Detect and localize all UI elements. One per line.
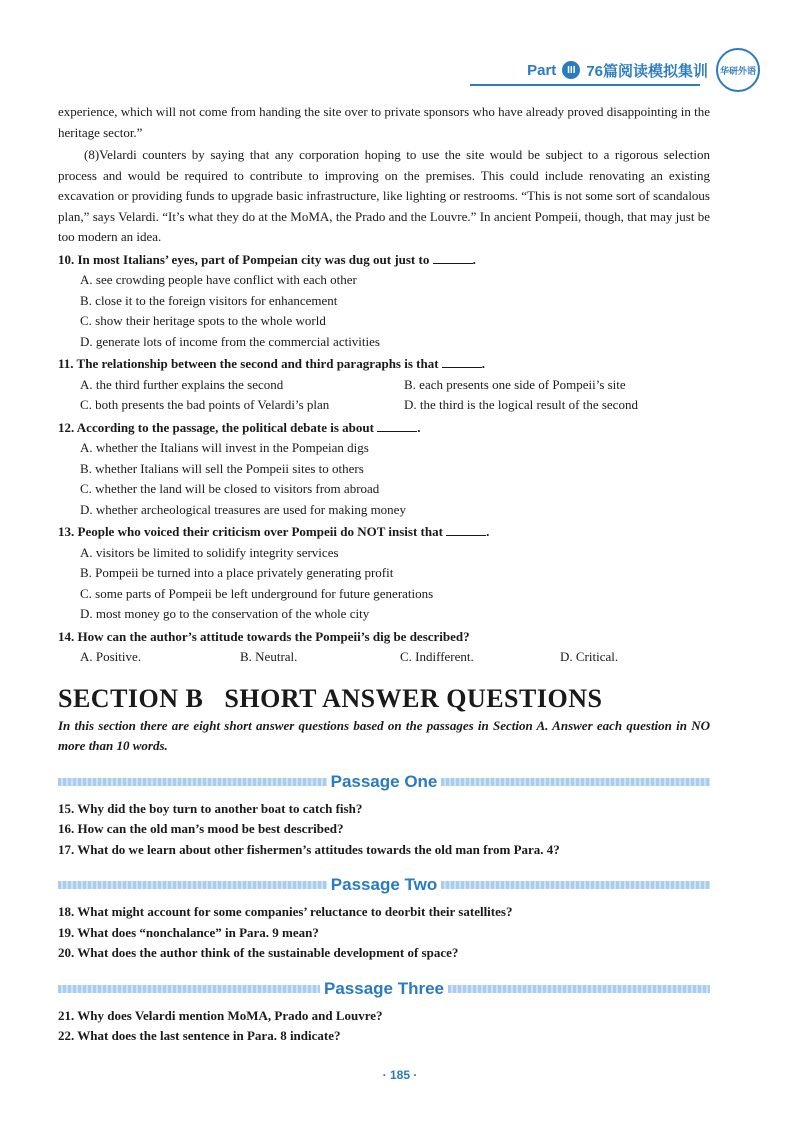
option: A. Positive. bbox=[80, 649, 142, 664]
answer-blank bbox=[446, 523, 486, 536]
page-number: · 185 · bbox=[382, 1068, 418, 1082]
answer-blank bbox=[433, 251, 473, 264]
passage-paragraph: experience, which will not come from handing the site over to private sponsors who have already proved disappointing in the heritage sector.” bbox=[58, 104, 710, 140]
question-stem: 12. According to the passage, the political debate is about bbox=[58, 419, 374, 435]
header-stripe bbox=[448, 985, 710, 993]
answer-blank bbox=[442, 355, 482, 368]
question-suffix: . bbox=[481, 356, 486, 371]
passage-one-header bbox=[58, 771, 710, 793]
option: D. Critical. bbox=[560, 649, 619, 664]
option: B. Neutral. bbox=[240, 649, 298, 664]
passage-paragraph: (8)Velardi counters by saying that any corporation hoping to use the site would be subject to a rigorous selection process and would be required to contribute to improving on the premises. This could include renovating an existing excavation or providing funds to upgrade basic infrastructure, like lighting or restrooms. “This is not some sort of scandalous plan,” says Velardi. “It’s what they do at the MoMA, the Prado and the Louvre.” In ancient Pompeii, though, that may just be too modern an idea. bbox=[58, 147, 710, 244]
option: B. whether Italians will sell the Pompeii sites to others bbox=[80, 460, 364, 476]
option-row bbox=[58, 647, 710, 668]
book-title: 76篇阅读模拟集训 bbox=[586, 62, 708, 80]
question-suffix: . bbox=[486, 524, 490, 539]
short-question: 20. What does the author think of the sustainable development of space? bbox=[58, 945, 459, 960]
option: A. whether the Italians will invest in the Pompeian digs bbox=[80, 440, 369, 455]
short-question: 18. What might account for some companies’ reluctance to deorbit their satellites? bbox=[58, 904, 513, 919]
header-divider bbox=[470, 84, 700, 86]
question-suffix: . bbox=[472, 251, 476, 267]
passage-title: Passage Three bbox=[324, 978, 445, 998]
option: A. the third further explains the second bbox=[80, 376, 284, 392]
option: C. Indifferent. bbox=[400, 649, 474, 664]
header-title bbox=[527, 60, 708, 81]
option: C. both presents the bad points of Velardi’s plan bbox=[80, 397, 330, 412]
part-numeral-badge: III bbox=[562, 61, 580, 79]
option: A. visitors be limited to solidify integrity services bbox=[80, 544, 339, 560]
header-stripe bbox=[58, 985, 320, 993]
passage-two-header bbox=[58, 874, 710, 896]
section-b-instructions: In this section there are eight short answer questions based on the passages in Section A. Answer each question in NO more than 10 words. bbox=[58, 717, 710, 753]
short-question: 19. What does “nonchalance” in Para. 9 mean? bbox=[58, 924, 319, 940]
short-question: 15. Why did the boy turn to another boat to catch fish? bbox=[58, 800, 363, 816]
option: D. the third is the logical result of the second bbox=[404, 397, 638, 412]
short-question: 22. What does the last sentence in Para. 8 indicate? bbox=[58, 1028, 341, 1043]
question-10 bbox=[58, 250, 710, 271]
question-13 bbox=[58, 522, 710, 543]
option: C. show their heritage spots to the whole world bbox=[80, 313, 326, 328]
passage-three-header bbox=[58, 978, 710, 1000]
option: B. each presents one side of Pompeii’s site bbox=[404, 376, 626, 392]
publisher-logo-icon bbox=[716, 48, 760, 92]
option: B. close it to the foreign visitors for enhancement bbox=[80, 292, 338, 308]
option: A. see crowding people have conflict with each other bbox=[80, 272, 357, 287]
part-label: Part bbox=[527, 61, 557, 79]
question-stem: 11. The relationship between the second and third paragraphs is that bbox=[58, 356, 439, 371]
option: D. most money go to the conservation of the whole city bbox=[80, 606, 370, 621]
answer-blank bbox=[377, 419, 417, 432]
option-row bbox=[58, 395, 710, 416]
question-11 bbox=[58, 354, 710, 375]
short-question: 17. What do we learn about other fishermen’s attitudes towards the old man from Para. 4? bbox=[58, 841, 560, 857]
passage-title: Passage Two bbox=[330, 875, 438, 894]
option: D. whether archeological treasures are used for making money bbox=[80, 501, 406, 517]
section-b-title: SECTION B SHORT ANSWER QUESTIONS bbox=[58, 683, 603, 713]
option: D. generate lots of income from the commercial activities bbox=[80, 333, 380, 349]
question-stem: 13. People who voiced their criticism over Pompeii do NOT insist that bbox=[58, 524, 443, 539]
header-stripe bbox=[58, 881, 327, 889]
header-stripe bbox=[58, 778, 327, 786]
option: C. some parts of Pompeii be left underground for future generations bbox=[80, 585, 434, 601]
header-stripe bbox=[441, 778, 710, 786]
option-row bbox=[58, 375, 710, 396]
header-stripe bbox=[441, 881, 710, 889]
passage-title: Passage One bbox=[330, 771, 438, 791]
question-14: 14. How can the author’s attitude towards the Pompeii’s dig be described? bbox=[58, 628, 470, 644]
short-question: 16. How can the old man’s mood be best described? bbox=[58, 821, 344, 836]
short-question: 21. Why does Velardi mention MoMA, Prado and Louvre? bbox=[58, 1007, 383, 1023]
question-stem: 10. In most Italians’ eyes, part of Pompeian city was dug out just to bbox=[58, 251, 430, 267]
question-12 bbox=[58, 418, 710, 439]
option: C. whether the land will be closed to visitors from abroad bbox=[80, 481, 380, 496]
question-suffix: . bbox=[417, 419, 421, 435]
page-content bbox=[58, 102, 710, 1047]
option: B. Pompeii be turned into a place privately generating profit bbox=[80, 565, 394, 580]
logo-text: 华研外语 bbox=[719, 65, 756, 76]
